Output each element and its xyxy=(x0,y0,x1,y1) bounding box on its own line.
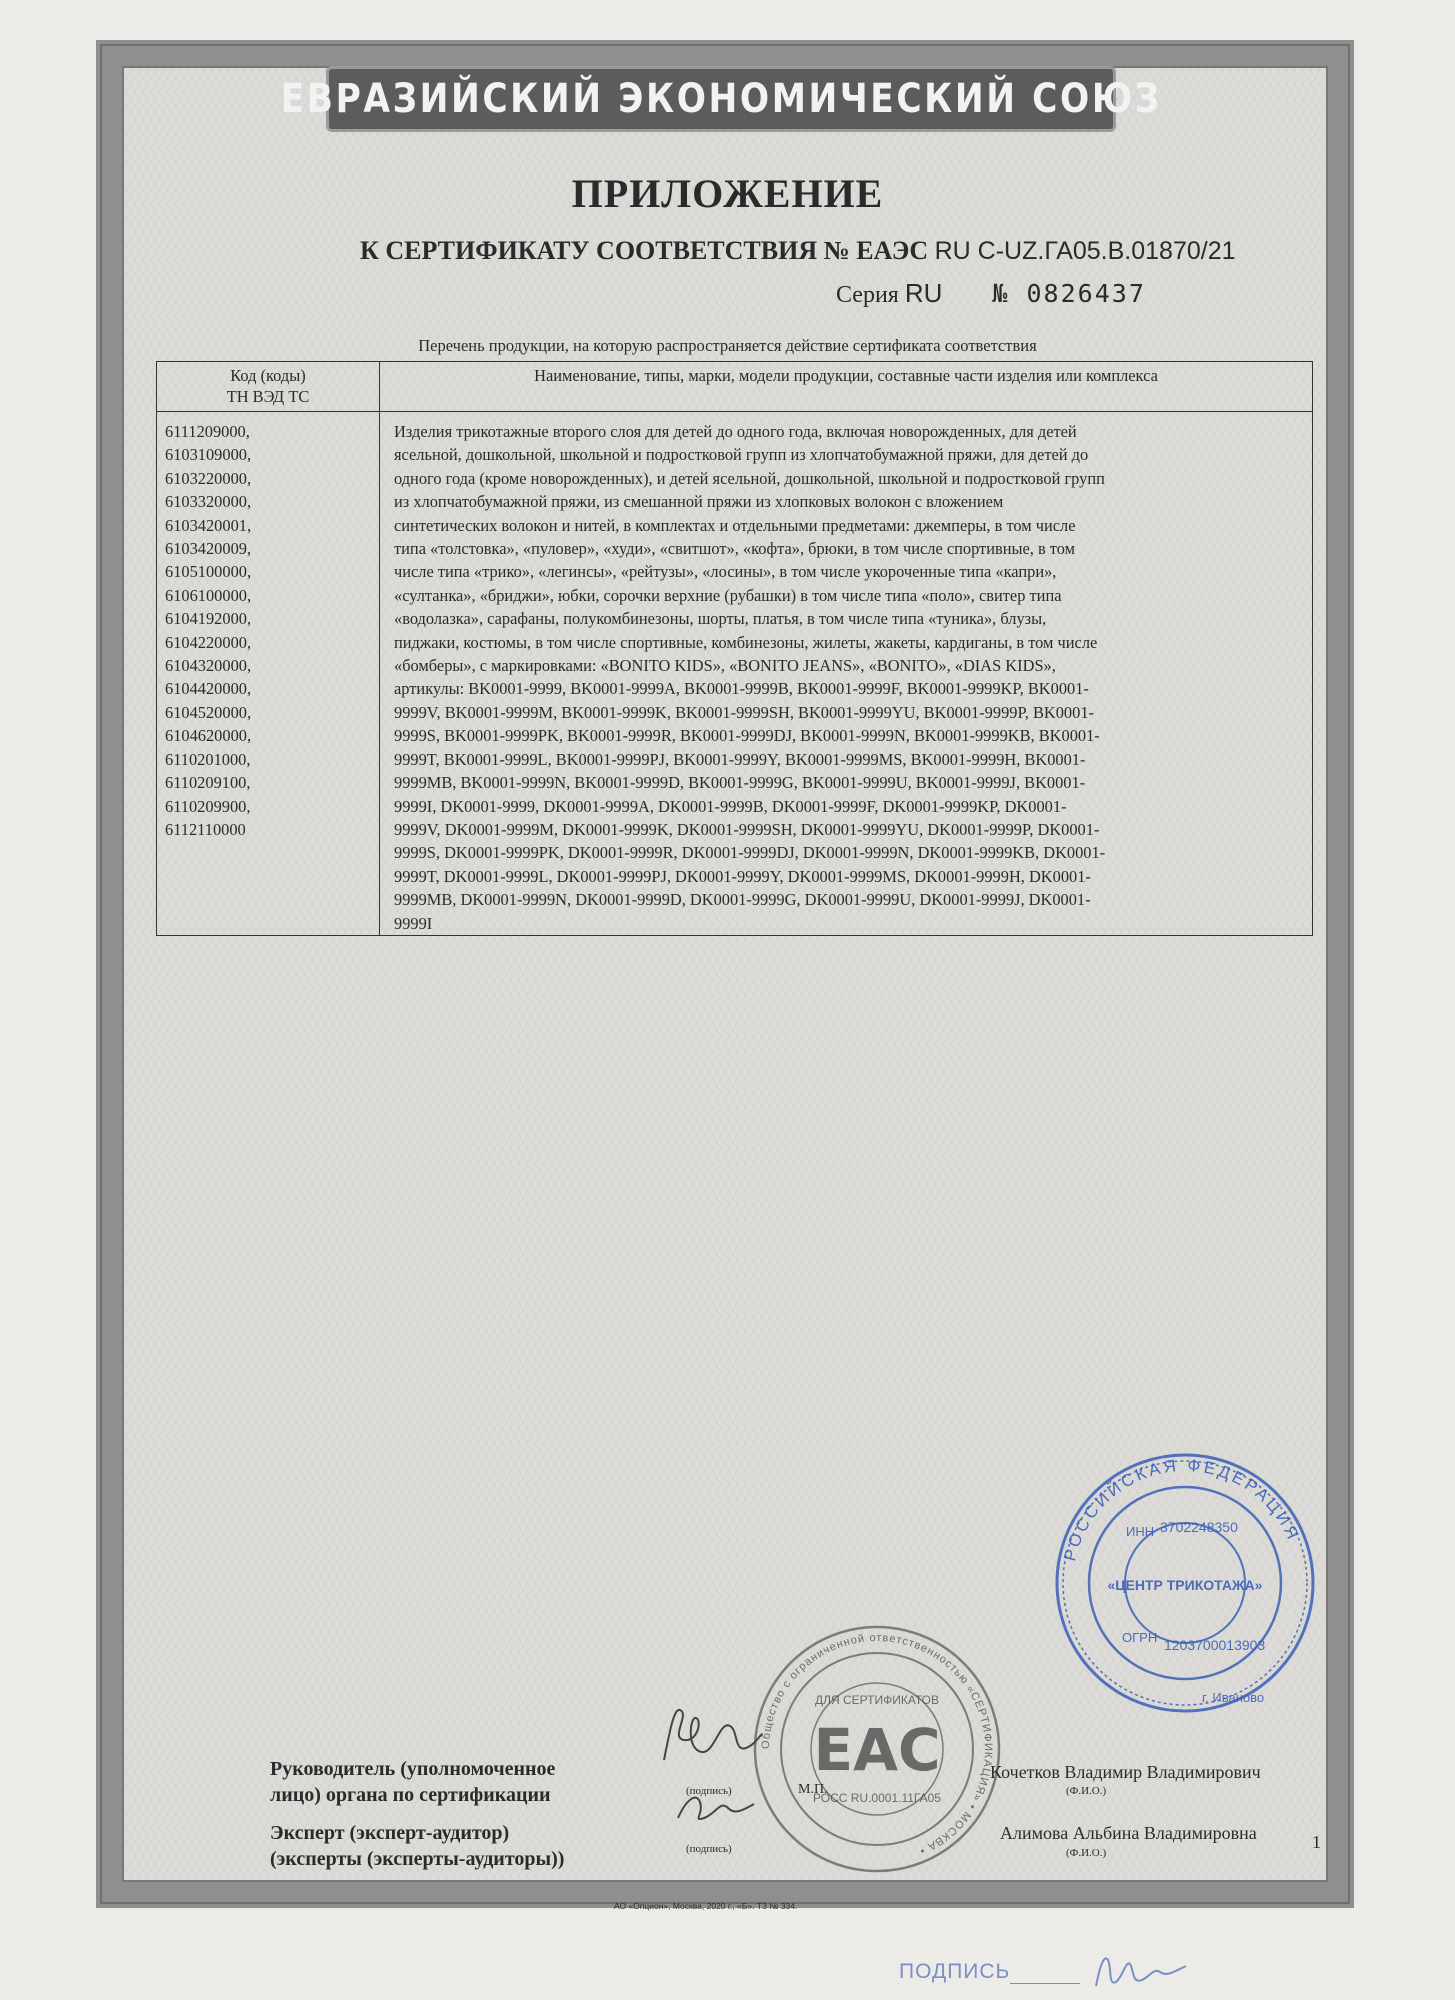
head-label-line1: Руководитель (уполномоченное xyxy=(270,1758,556,1780)
printer-info: АО «Опцион», Москва, 2020 г., «Б». ТЗ № 334. xyxy=(614,1901,798,1911)
description-cell xyxy=(380,412,1313,936)
expert-sign-caption: (подпись) xyxy=(686,1843,732,1855)
hs-code: 6103420001, xyxy=(165,515,252,535)
hs-code: 6104320000, xyxy=(165,656,252,676)
description-line: типа «толстовка», «пуловер», «худи», «свитшот», «кофта», брюки, в том числе спортивные, в том xyxy=(394,539,1076,559)
description-line: 9999T, DK0001-9999L, DK0001-9999PJ, DK0001-9999Y, DK0001-9999MS, DK0001-9999H, DK0001- xyxy=(394,866,1091,886)
description-line: 9999V, BK0001-9999M, BK0001-9999K, BK0001-9999SH, BK0001-9999YU, BK0001-9999P, BK0001- xyxy=(394,702,1094,722)
hs-code: 6105100000, xyxy=(165,562,252,582)
description-line: 9999T, BK0001-9999L, BK0001-9999PJ, BK0001-9999Y, BK0001-9999MS, BK0001-9999H, BK0001- xyxy=(394,749,1086,769)
table-caption: Перечень продукции, на которую распространяется действие сертификата соответствия xyxy=(418,336,1037,355)
hs-code: 6104192000, xyxy=(165,609,252,629)
description-line: «султанка», «бриджи», юбки, сорочки верхние (рубашки) в том числе типа «поло», свитер типа xyxy=(394,585,1062,605)
head-label xyxy=(270,1756,555,1808)
stamp-inn: 3702248350 xyxy=(1160,1519,1238,1535)
description-line: 9999MB, DK0001-9999N, DK0001-9999D, DK0001-9999G, DK0001-9999U, DK0001-9999J, DK0001- xyxy=(394,890,1091,910)
blank-number: № 0826437 xyxy=(992,279,1146,308)
organization-stamp xyxy=(1052,1450,1318,1716)
description-line: пиджаки, костюмы, в том числе спортивные, комбинезоны, жилеты, жакеты, кардиганы, в том числе xyxy=(394,632,1098,652)
certification-seal xyxy=(752,1624,1002,1874)
description-line: «бомберы», с маркировками: «BONITO KIDS», «BONITO JEANS», «BONITO», «DIAS KIDS», xyxy=(394,656,1056,676)
codes-cell xyxy=(157,412,380,936)
hs-code: 6110209900, xyxy=(165,796,251,816)
head-label-line2: лицо) органа по сертификации xyxy=(270,1784,551,1806)
expert-label-line2: (эксперты (эксперты-аудиторы)) xyxy=(270,1848,565,1870)
description-line: из хлопчатобумажной пряжи, из смешанной пряжи из хлопковых волокон с вложением xyxy=(394,492,1004,512)
podpis-underline xyxy=(1010,1983,1080,1984)
page-number: 1 xyxy=(1312,1832,1321,1852)
head-fio-caption: (Ф.И.О.) xyxy=(1066,1785,1107,1797)
certificate-subtitle xyxy=(360,236,1236,266)
seal-bottom-text: РОСС RU.0001.11ГА05 xyxy=(813,1791,941,1805)
hs-code: 6111209000, xyxy=(165,422,250,441)
stamp-ogrn: 1203700013903 xyxy=(1164,1637,1266,1653)
hs-code: 6104520000, xyxy=(165,702,252,722)
hs-code: 6112110000 xyxy=(165,819,246,839)
description-line: 9999I, DK0001-9999, DK0001-9999A, DK0001-9999B, DK0001-9999F, DK0001-9999KP, DK0001- xyxy=(394,796,1067,816)
description-line: 9999V, DK0001-9999M, DK0001-9999K, DK0001-9999SH, DK0001-9999YU, DK0001-9999P, DK0001- xyxy=(394,819,1100,839)
codes-header-line1: Код (коды) xyxy=(230,366,306,385)
hs-code: 6104220000, xyxy=(165,632,252,652)
description-line: «водолазка», сарафаны, полукомбинезоны, шорты, платья, в том числе типа «туника», блузы, xyxy=(394,609,1047,629)
description-line: 9999S, DK0001-9999PK, DK0001-9999R, DK0001-9999DJ, DK0001-9999N, DK0001-9999KB, DK0001- xyxy=(394,843,1106,863)
description-line: ясельной, дошкольной, школьной и подростковой групп из хлопчатобумажной пряжи, для детей до xyxy=(394,445,1089,465)
hs-code: 6104420000, xyxy=(165,679,252,699)
seal-top-text: ДЛЯ СЕРТИФИКАТОВ xyxy=(814,1693,940,1707)
handwritten-podpis-label: ПОДПИСЬ xyxy=(899,1960,1011,1983)
description-line: синтетических волокон и нитей, в комплектах и отдельными предметами: джемперы, в том числе xyxy=(394,515,1076,535)
description-line: Изделия трикотажные второго слоя для детей до одного года, включая новорожденных, для детей xyxy=(394,422,1077,441)
description-line: одного года (кроме новорожденных), и детей ясельной, дошкольной, школьной и подростковой групп xyxy=(394,468,1105,488)
hs-code: 6103420009, xyxy=(165,539,252,559)
hs-code: 6106100000, xyxy=(165,585,252,605)
head-signature xyxy=(650,1690,770,1780)
description-header: Наименование, типы, марки, модели продукции, составные части изделия или комплекса xyxy=(380,362,1313,412)
union-banner xyxy=(280,66,1162,132)
expert-fio-caption: (Ф.И.О.) xyxy=(1066,1847,1107,1859)
stamp-org-name: «ЦЕНТР ТРИКОТАЖА» xyxy=(1107,1577,1263,1593)
hs-code: 6110201000, xyxy=(165,749,251,769)
hs-code: 6103220000, xyxy=(165,468,252,488)
codes-header-line2: ТН ВЭД ТС xyxy=(226,387,310,406)
blue-ink-signature xyxy=(1086,1946,1196,1996)
codes-header xyxy=(157,362,380,412)
table-row xyxy=(157,412,1313,936)
document-title: ПРИЛОЖЕНИЕ xyxy=(571,171,884,216)
stamp-city: г. Иваново xyxy=(1202,1690,1265,1705)
eac-mark: EAC xyxy=(813,1716,941,1784)
head-name: Кочетков Владимир Владимирович xyxy=(990,1762,1261,1782)
description-line: 9999MB, BK0001-9999N, BK0001-9999D, BK0001-9999G, BK0001-9999U, BK0001-9999J, BK0001- xyxy=(394,773,1086,793)
mp-mark: М.П. xyxy=(798,1782,828,1797)
banner-text: ЕВРАЗИЙСКИЙ ЭКОНОМИЧЕСКИЙ СОЮЗ xyxy=(280,76,1162,122)
stamp-ogrn-label: ОГРН xyxy=(1122,1630,1158,1645)
description-line: артикулы: BK0001-9999, BK0001-9999A, BK0001-9999B, BK0001-9999F, BK0001-9999KP, BK0001- xyxy=(394,679,1089,699)
hs-code: 6103109000, xyxy=(165,445,252,465)
series-label: Серия xyxy=(836,282,899,308)
expert-name: Алимова Альбина Владимировна xyxy=(1000,1823,1257,1843)
head-sign-caption: (подпись) xyxy=(686,1785,732,1797)
description-line: 9999I xyxy=(394,913,433,933)
expert-label-line1: Эксперт (эксперт-аудитор) xyxy=(270,1822,510,1844)
stamp-outer-text: РОССИЙСКАЯ ФЕДЕРАЦИЯ xyxy=(1060,1455,1304,1563)
description-line: 9999S, BK0001-9999PK, BK0001-9999R, BK0001-9999DJ, BK0001-9999N, BK0001-9999KB, BK0001- xyxy=(394,726,1100,746)
hs-code: 6104620000, xyxy=(165,726,252,746)
seal-ring-text: Общество с ограниченной ответственностью «СЕРТИФИКАЦИЯ» • МОСКВА • xyxy=(759,1631,995,1858)
series-line xyxy=(836,278,1146,309)
table-header-row xyxy=(157,362,1313,412)
expert-label xyxy=(270,1820,564,1872)
certificate-number: RU С-UZ.ГА05.В.01870/21 xyxy=(934,237,1236,265)
hs-code: 6103320000, xyxy=(165,492,252,512)
subtitle-prefix: К СЕРТИФИКАТУ СООТВЕТСТВИЯ № ЕАЭС xyxy=(360,236,929,265)
series-value: RU xyxy=(904,278,943,308)
hs-code: 6110209100, xyxy=(165,773,251,793)
description-line: числе типа «трико», «легинсы», «рейтузы», «лосины», в том числе укороченные типа «капри», xyxy=(394,562,1057,582)
products-table xyxy=(156,361,1313,936)
stamp-inn-label: ИНН xyxy=(1126,1524,1155,1539)
